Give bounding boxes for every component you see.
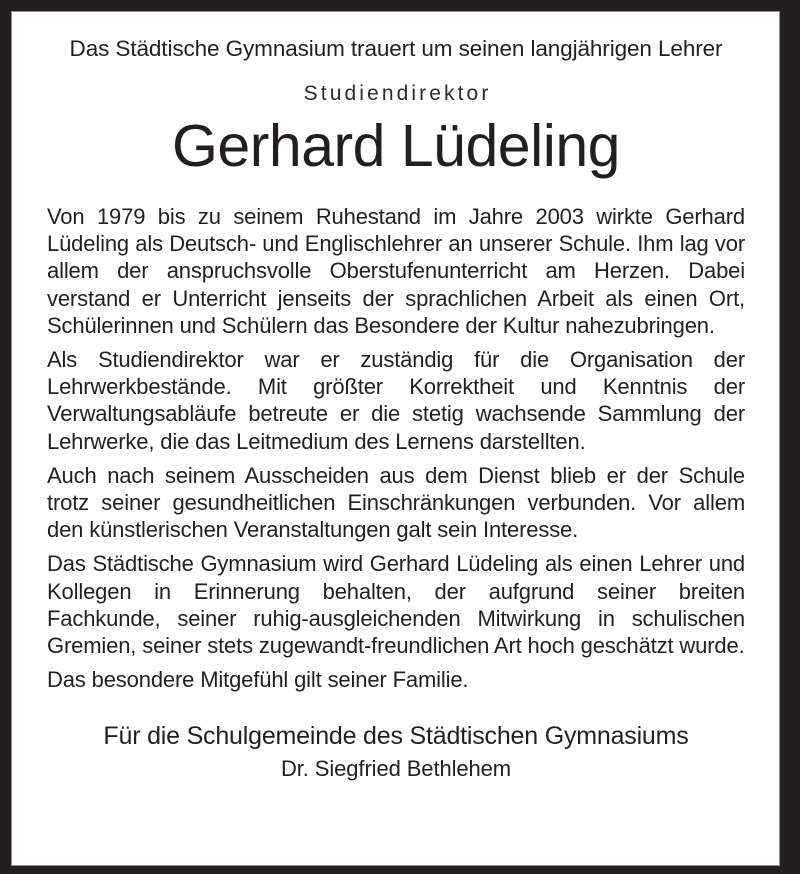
signature-person: Dr. Siegfried Bethlehem (280, 756, 512, 782)
signature-block (47, 720, 745, 783)
notice-inner-frame (11, 11, 780, 866)
body-paragraph: Das besondere Mitgefühl gilt seiner Familie. (47, 667, 469, 693)
mourning-lede: Das Städtische Gymnasium trauert um seinen langjährigen Lehrer (69, 36, 723, 61)
heading-block (47, 34, 745, 181)
signature-organization: Für die Schulgemeinde des Städtischen Gymnasiums (103, 722, 689, 751)
deceased-name: Gerhard Lüdeling (172, 113, 620, 179)
deceased-rank: Studiendirektor (303, 82, 492, 105)
body-paragraph: Auch nach seinem Ausscheiden aus dem Dienst blieb er der Schule trotz seiner gesundheitlichen Einschränkungen verbunden. Vor allem den künstlerischen Veranstaltungen galt sein Interesse. (47, 462, 745, 543)
body-paragraph: Das Städtische Gymnasium wird Gerhard Lüdeling als einen Lehrer und Kollegen in Erinnerung behalten, der aufgrund seiner breiten Fachkunde, seiner ruhig-ausgleichenden Mitwirkung in schulischen Gremien, seiner stets zugewandt-freundlichen Art hoch geschätzt wurde. (47, 551, 745, 659)
obituary-body (47, 203, 745, 693)
body-paragraph: Von 1979 bis zu seinem Ruhestand im Jahre 2003 wirkte Gerhard Lüdeling als Deutsch- und Englischlehrer an unserer Schule. Ihm lag vor allem der anspruchsvolle Oberstufenunterricht am Herzen. Dabei verstand er Unterricht jenseits der sprachlichen Arbeit als einen Ort, Schülerinnen und Schülern das Besondere der Kultur nahezubringen. (47, 204, 745, 338)
body-paragraph: Als Studiendirektor war er zuständig für die Organisation der Lehrwerkbestände. Mit größter Korrektheit und Kenntnis der Verwaltungsabläufe betreute er die stetig wachsende Sammlung der Lehrwerke, die das Leitmedium des Lernens darstellten. (47, 347, 745, 454)
